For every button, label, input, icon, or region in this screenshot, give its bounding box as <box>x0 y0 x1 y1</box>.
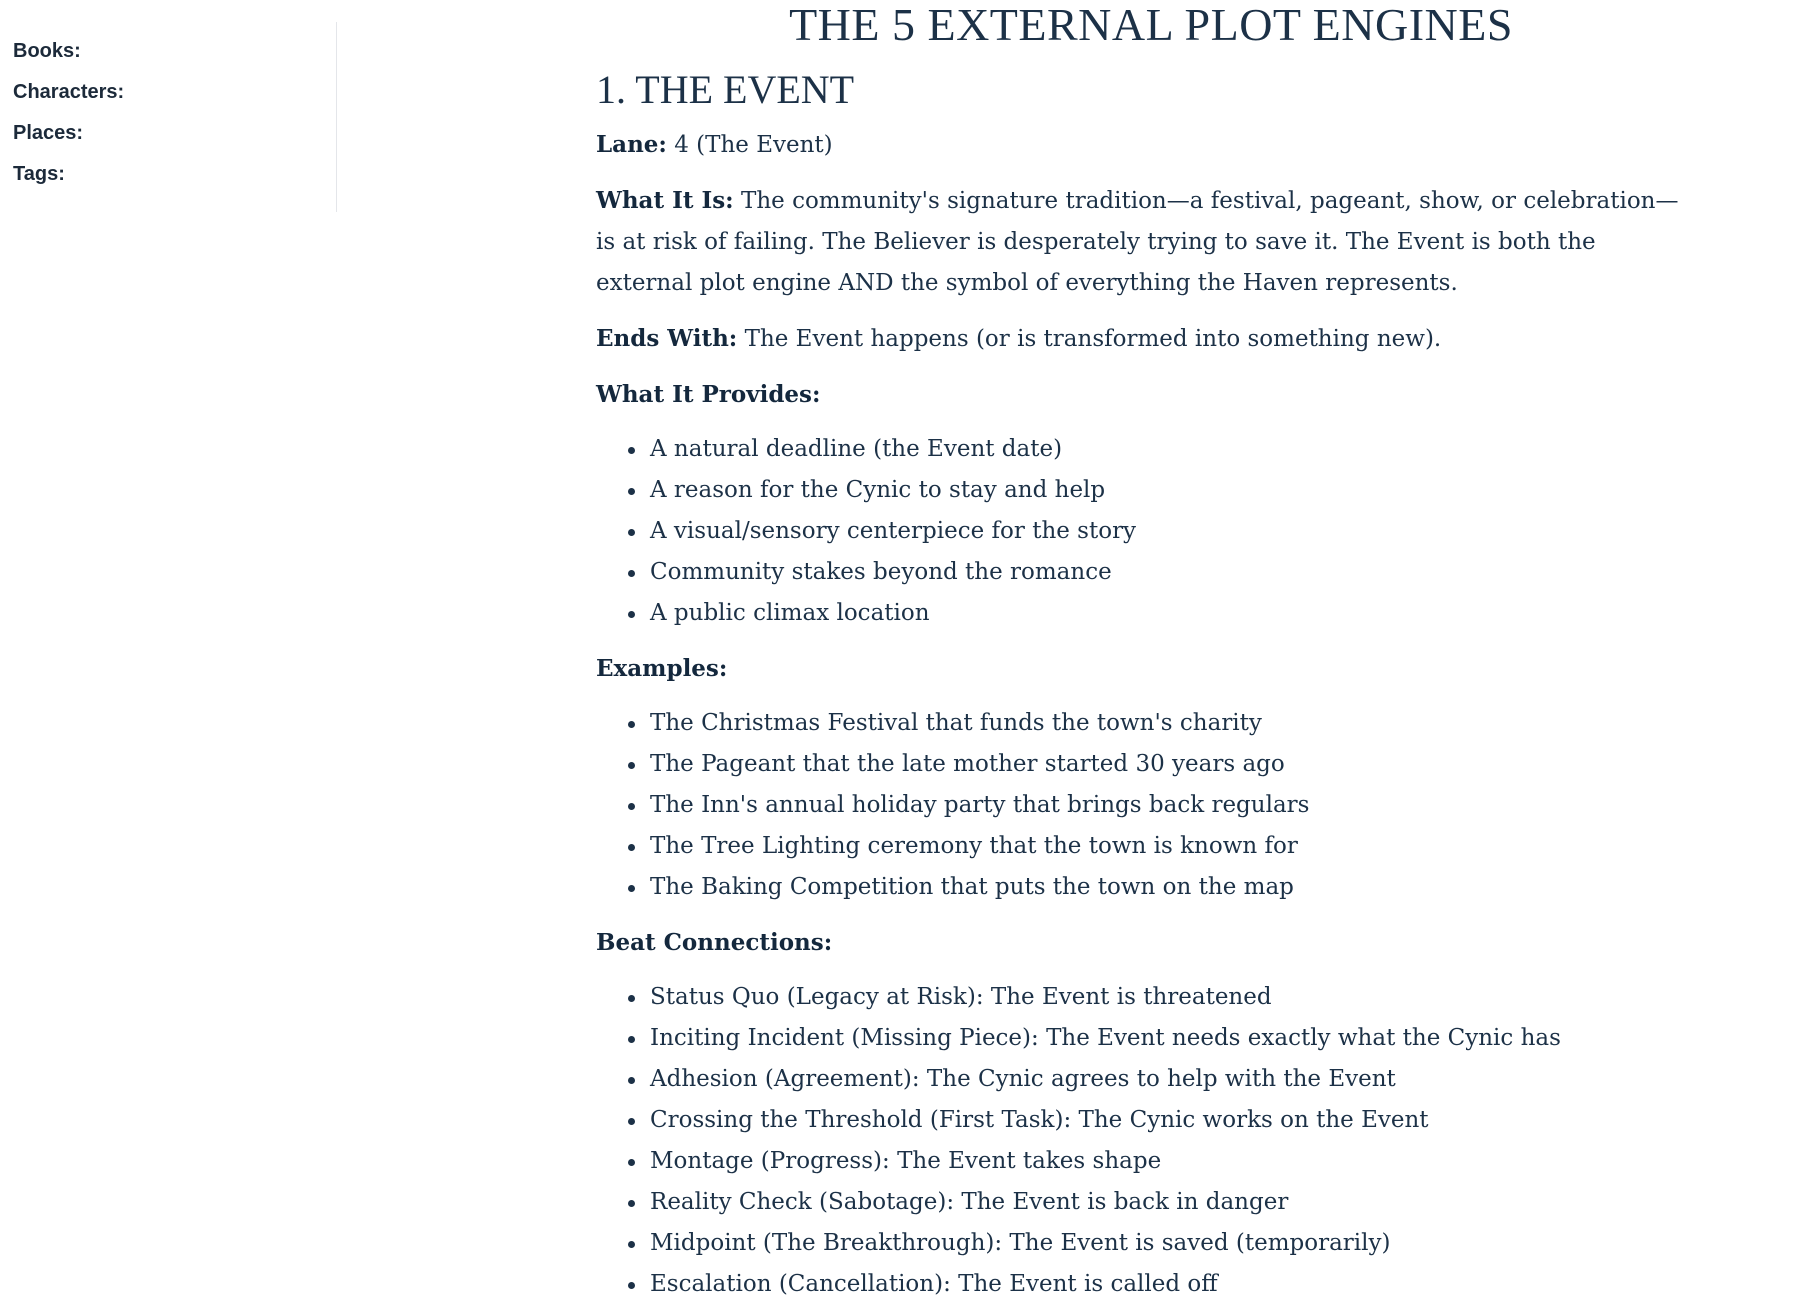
list-item: Escalation (Cancellation): The Event is called off <box>650 1264 1706 1305</box>
ends-with-paragraph <box>596 318 1706 360</box>
examples-heading: Examples: <box>596 655 728 682</box>
list-item: The Christmas Festival that funds the town's charity <box>650 703 1706 744</box>
sidebar-tags-label: Tags: <box>13 163 65 185</box>
sidebar-books-label: Books: <box>13 40 81 62</box>
metadata-sidebar <box>0 22 337 212</box>
provides-list <box>596 429 1706 634</box>
list-item: Inciting Incident (Missing Piece): The Event needs exactly what the Cynic has <box>650 1018 1706 1059</box>
document-content <box>596 0 1706 1305</box>
list-item: A visual/sensory centerpiece for the story <box>650 511 1706 552</box>
list-item: The Inn's annual holiday party that brings back regulars <box>650 785 1706 826</box>
sidebar-places-label: Places: <box>13 122 84 144</box>
list-item: A reason for the Cynic to stay and help <box>650 470 1706 511</box>
page-title: THE 5 EXTERNAL PLOT ENGINES <box>789 0 1513 50</box>
list-item: Midpoint (The Breakthrough): The Event is saved (temporarily) <box>650 1223 1706 1264</box>
provides-heading: What It Provides: <box>596 381 821 408</box>
lane-label: Lane: <box>596 131 667 158</box>
list-item: Reality Check (Sabotage): The Event is back in danger <box>650 1182 1706 1223</box>
list-item: Montage (Progress): The Event takes shape <box>650 1141 1706 1182</box>
list-item: Status Quo (Legacy at Risk): The Event is threatened <box>650 977 1706 1018</box>
ends-with-value: The Event happens (or is transformed into something new). <box>737 326 1442 352</box>
list-item: The Tree Lighting ceremony that the town is known for <box>650 826 1706 867</box>
list-item: Adhesion (Agreement): The Cynic agrees to help with the Event <box>650 1059 1706 1100</box>
list-item: Community stakes beyond the romance <box>650 552 1706 593</box>
what-it-is-paragraph <box>596 180 1696 304</box>
what-it-is-label: What It Is: <box>596 187 734 214</box>
lane-value: 4 (The Event) <box>666 132 833 158</box>
list-item: Crossing the Threshold (First Task): The Cynic works on the Event <box>650 1100 1706 1141</box>
what-it-is-value: The community's signature tradition—a festival, pageant, show, or celebration—is at risk of failing. The Believer is desperately trying to save it. The Event is both the external plot engine AND the symbol of everything the Haven represents. <box>596 188 1679 296</box>
sidebar-characters-label: Characters: <box>13 81 125 103</box>
list-item: The Pageant that the late mother started 30 years ago <box>650 744 1706 785</box>
beat-connections-heading: Beat Connections: <box>596 929 833 956</box>
list-item: The Baking Competition that puts the town on the map <box>650 867 1706 908</box>
list-item: A public climax location <box>650 593 1706 634</box>
examples-list <box>596 703 1706 908</box>
ends-with-label: Ends With: <box>596 325 738 352</box>
section-title: 1. THE EVENT <box>596 67 855 112</box>
beat-connections-list <box>596 977 1706 1305</box>
list-item: A natural deadline (the Event date) <box>650 429 1706 470</box>
lane-paragraph <box>596 124 1706 166</box>
